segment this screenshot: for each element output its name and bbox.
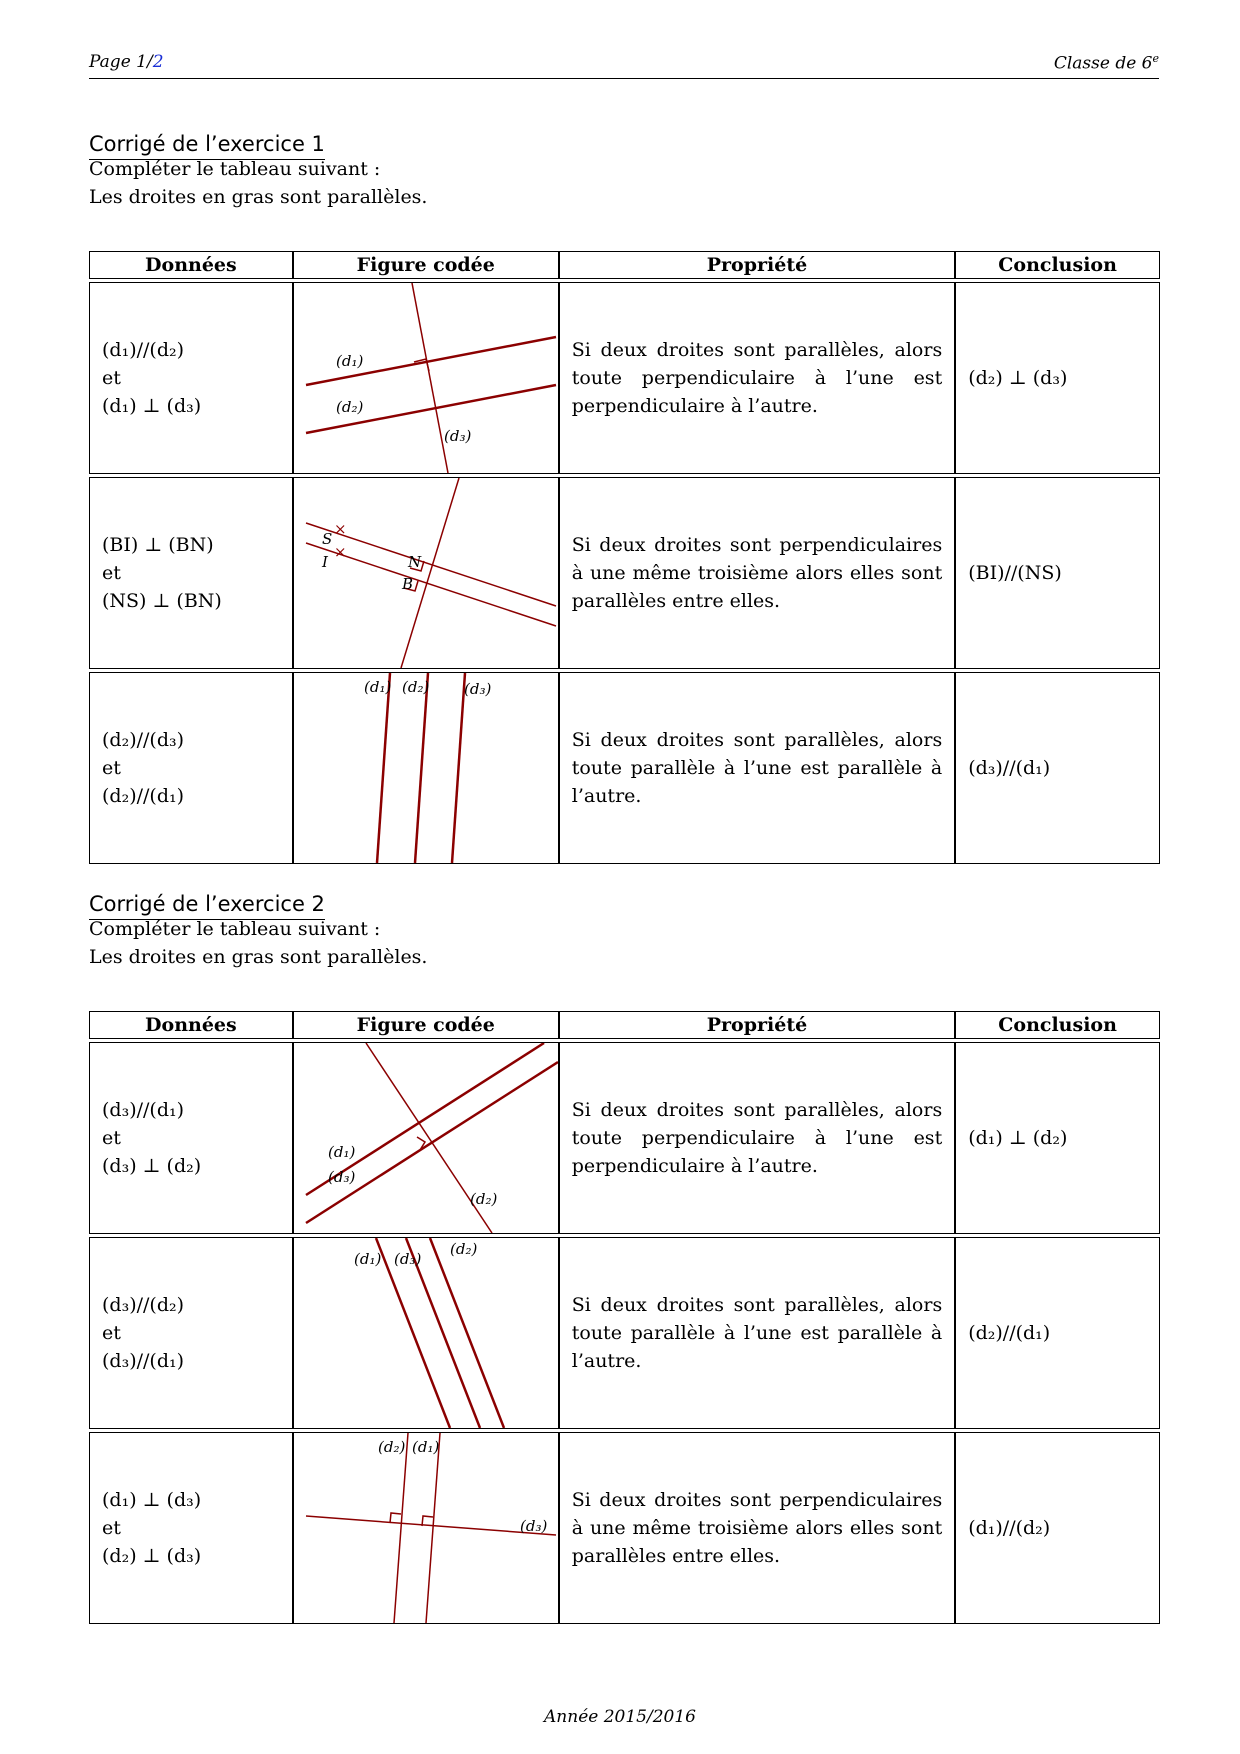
label-d3: (d₃) xyxy=(443,427,472,445)
figure-cell xyxy=(293,1432,559,1624)
page-header xyxy=(89,48,1159,79)
page-indicator xyxy=(89,52,164,72)
data-line: (d₂)//(d₁) xyxy=(102,785,185,807)
figure-three-parallels xyxy=(294,673,558,863)
table-row xyxy=(89,1042,1160,1234)
data-line: et xyxy=(102,1517,121,1539)
table-row xyxy=(89,282,1160,474)
col-header-figure: Figure codée xyxy=(293,1011,559,1039)
col-header-donnees: Données xyxy=(89,1011,293,1039)
col-header-conclusion: Conclusion xyxy=(955,1011,1160,1039)
property-cell: Si deux droites sont parallèles, alors toute perpendiculaire à l’une est perpendiculaire à l’autre. xyxy=(559,1042,955,1234)
data-line: et xyxy=(102,757,121,779)
property-cell: Si deux droites sont parallèles, alors toute parallèle à l’une est parallèle à l’autre. xyxy=(559,672,955,864)
property-cell: Si deux droites sont parallèles, alors toute parallèle à l’une est parallèle à l’autre. xyxy=(559,1237,955,1429)
label-b: B xyxy=(401,575,413,593)
line-d2 xyxy=(394,1433,408,1623)
line-d3 xyxy=(452,673,465,863)
cross-mark: × xyxy=(333,543,347,561)
page-link[interactable]: 2 xyxy=(152,52,164,72)
label-d1: (d₁) xyxy=(363,678,392,696)
figure-slanted-parallels xyxy=(294,1238,558,1428)
label-d3: (d₃) xyxy=(393,1250,422,1268)
conclusion-cell: (d₂) ⊥ (d₃) xyxy=(955,282,1160,474)
label-n: N xyxy=(407,553,421,571)
figure-cell xyxy=(293,477,559,669)
page-footer: Année 2015/2016 xyxy=(544,1707,696,1727)
data-cell xyxy=(89,1432,293,1624)
label-d1: (d₁) xyxy=(353,1250,382,1268)
label-d2: (d₂) xyxy=(401,678,430,696)
line-d2 xyxy=(430,1238,504,1428)
data-line: et xyxy=(102,1127,121,1149)
col-header-propriete: Propriété xyxy=(559,1011,955,1039)
data-line: (d₂) ⊥ (d₃) xyxy=(102,1545,202,1567)
exercise2-intro-line2: Les droites en gras sont parallèles. xyxy=(89,946,428,968)
data-cell xyxy=(89,282,293,474)
data-line: (d₃)//(d₁) xyxy=(102,1099,185,1121)
exercise1-intro-line1: Compléter le tableau suivant : xyxy=(89,158,381,180)
exercise1-table xyxy=(89,251,1160,864)
data-line: (d₃)//(d₂) xyxy=(102,1294,185,1316)
data-line: (d₁) ⊥ (d₃) xyxy=(102,1489,202,1511)
label-s: S xyxy=(321,530,333,548)
property-cell: Si deux droites sont parallèles, alors toute perpendiculaire à l’une est perpendiculaire à l’autre. xyxy=(559,282,955,474)
conclusion-cell: (d₃)//(d₁) xyxy=(955,672,1160,864)
exercise2-intro xyxy=(89,915,427,971)
page-label: Page 1/ xyxy=(89,52,153,72)
col-header-figure: Figure codée xyxy=(293,251,559,279)
property-cell: Si deux droites sont perpendiculaires à une même troisième alors elles sont parallèles entre elles. xyxy=(559,1432,955,1624)
conclusion-cell: (d₂)//(d₁) xyxy=(955,1237,1160,1429)
exercise1-intro-line2: Les droites en gras sont parallèles. xyxy=(89,186,428,208)
col-header-donnees: Données xyxy=(89,251,293,279)
data-line: (d₁)//(d₂) xyxy=(102,339,185,361)
conclusion-cell: (d₁)//(d₂) xyxy=(955,1432,1160,1624)
exercise2-intro-line1: Compléter le tableau suivant : xyxy=(89,918,381,940)
table-row xyxy=(89,477,1160,669)
figure-cell xyxy=(293,282,559,474)
class-text: Classe de 6 xyxy=(1053,53,1153,74)
class-label xyxy=(1054,52,1159,74)
conclusion-cell: (BI)//(NS) xyxy=(955,477,1160,669)
exercise1-title: Corrigé de l’exercice 1 xyxy=(89,132,325,160)
col-header-conclusion: Conclusion xyxy=(955,251,1160,279)
figure-cell xyxy=(293,672,559,864)
line-d1 xyxy=(377,673,390,863)
conclusion-cell: (d₁) ⊥ (d₂) xyxy=(955,1042,1160,1234)
label-d3: (d₃) xyxy=(519,1517,548,1535)
data-line: (BI) ⊥ (BN) xyxy=(102,534,214,556)
data-line: (d₂)//(d₃) xyxy=(102,729,185,751)
exercise2-table xyxy=(89,1011,1160,1624)
label-d3: (d₃) xyxy=(327,1168,356,1186)
figure-cell xyxy=(293,1042,559,1234)
exercise1-intro xyxy=(89,155,427,211)
table-row xyxy=(89,672,1160,864)
line-d3 xyxy=(306,1516,556,1535)
label-d1: (d₁) xyxy=(411,1438,440,1456)
data-line: (d₁) ⊥ (d₃) xyxy=(102,395,202,417)
label-d2: (d₂) xyxy=(449,1240,478,1258)
data-cell xyxy=(89,477,293,669)
table-row xyxy=(89,1432,1160,1624)
label-d1: (d₁) xyxy=(335,352,364,370)
label-d2: (d₂) xyxy=(469,1190,498,1208)
cross-mark: × xyxy=(333,520,347,538)
label-i: I xyxy=(321,553,328,571)
data-line: et xyxy=(102,562,121,584)
label-d3: (d₃) xyxy=(463,680,492,698)
label-d2: (d₂) xyxy=(377,1438,406,1456)
line-bn xyxy=(401,478,459,668)
data-cell xyxy=(89,672,293,864)
exercise2-title: Corrigé de l’exercice 2 xyxy=(89,892,325,920)
label-d1: (d₁) xyxy=(327,1143,356,1161)
label-d2: (d₂) xyxy=(335,398,364,416)
figure-perpendicular-parallels xyxy=(294,283,558,473)
line-d2 xyxy=(415,673,428,863)
figure-cell xyxy=(293,1237,559,1429)
data-cell xyxy=(89,1237,293,1429)
line-d1 xyxy=(426,1433,440,1623)
figure-diagonal-parallels xyxy=(294,1043,558,1233)
data-cell xyxy=(89,1042,293,1234)
property-cell: Si deux droites sont perpendiculaires à une même troisième alors elles sont parallèles entre elles. xyxy=(559,477,955,669)
data-line: (d₃)//(d₁) xyxy=(102,1350,185,1372)
table-row xyxy=(89,1237,1160,1429)
right-angle-mark xyxy=(390,1513,401,1523)
figure-bi-ns xyxy=(294,478,558,668)
data-line: et xyxy=(102,1322,121,1344)
class-sup: e xyxy=(1152,52,1159,65)
data-line: (NS) ⊥ (BN) xyxy=(102,590,222,612)
line-d3 xyxy=(412,283,448,473)
col-header-propriete: Propriété xyxy=(559,251,955,279)
figure-perpendicular-to-third xyxy=(294,1433,558,1623)
data-line: et xyxy=(102,367,121,389)
data-line: (d₃) ⊥ (d₂) xyxy=(102,1155,202,1177)
